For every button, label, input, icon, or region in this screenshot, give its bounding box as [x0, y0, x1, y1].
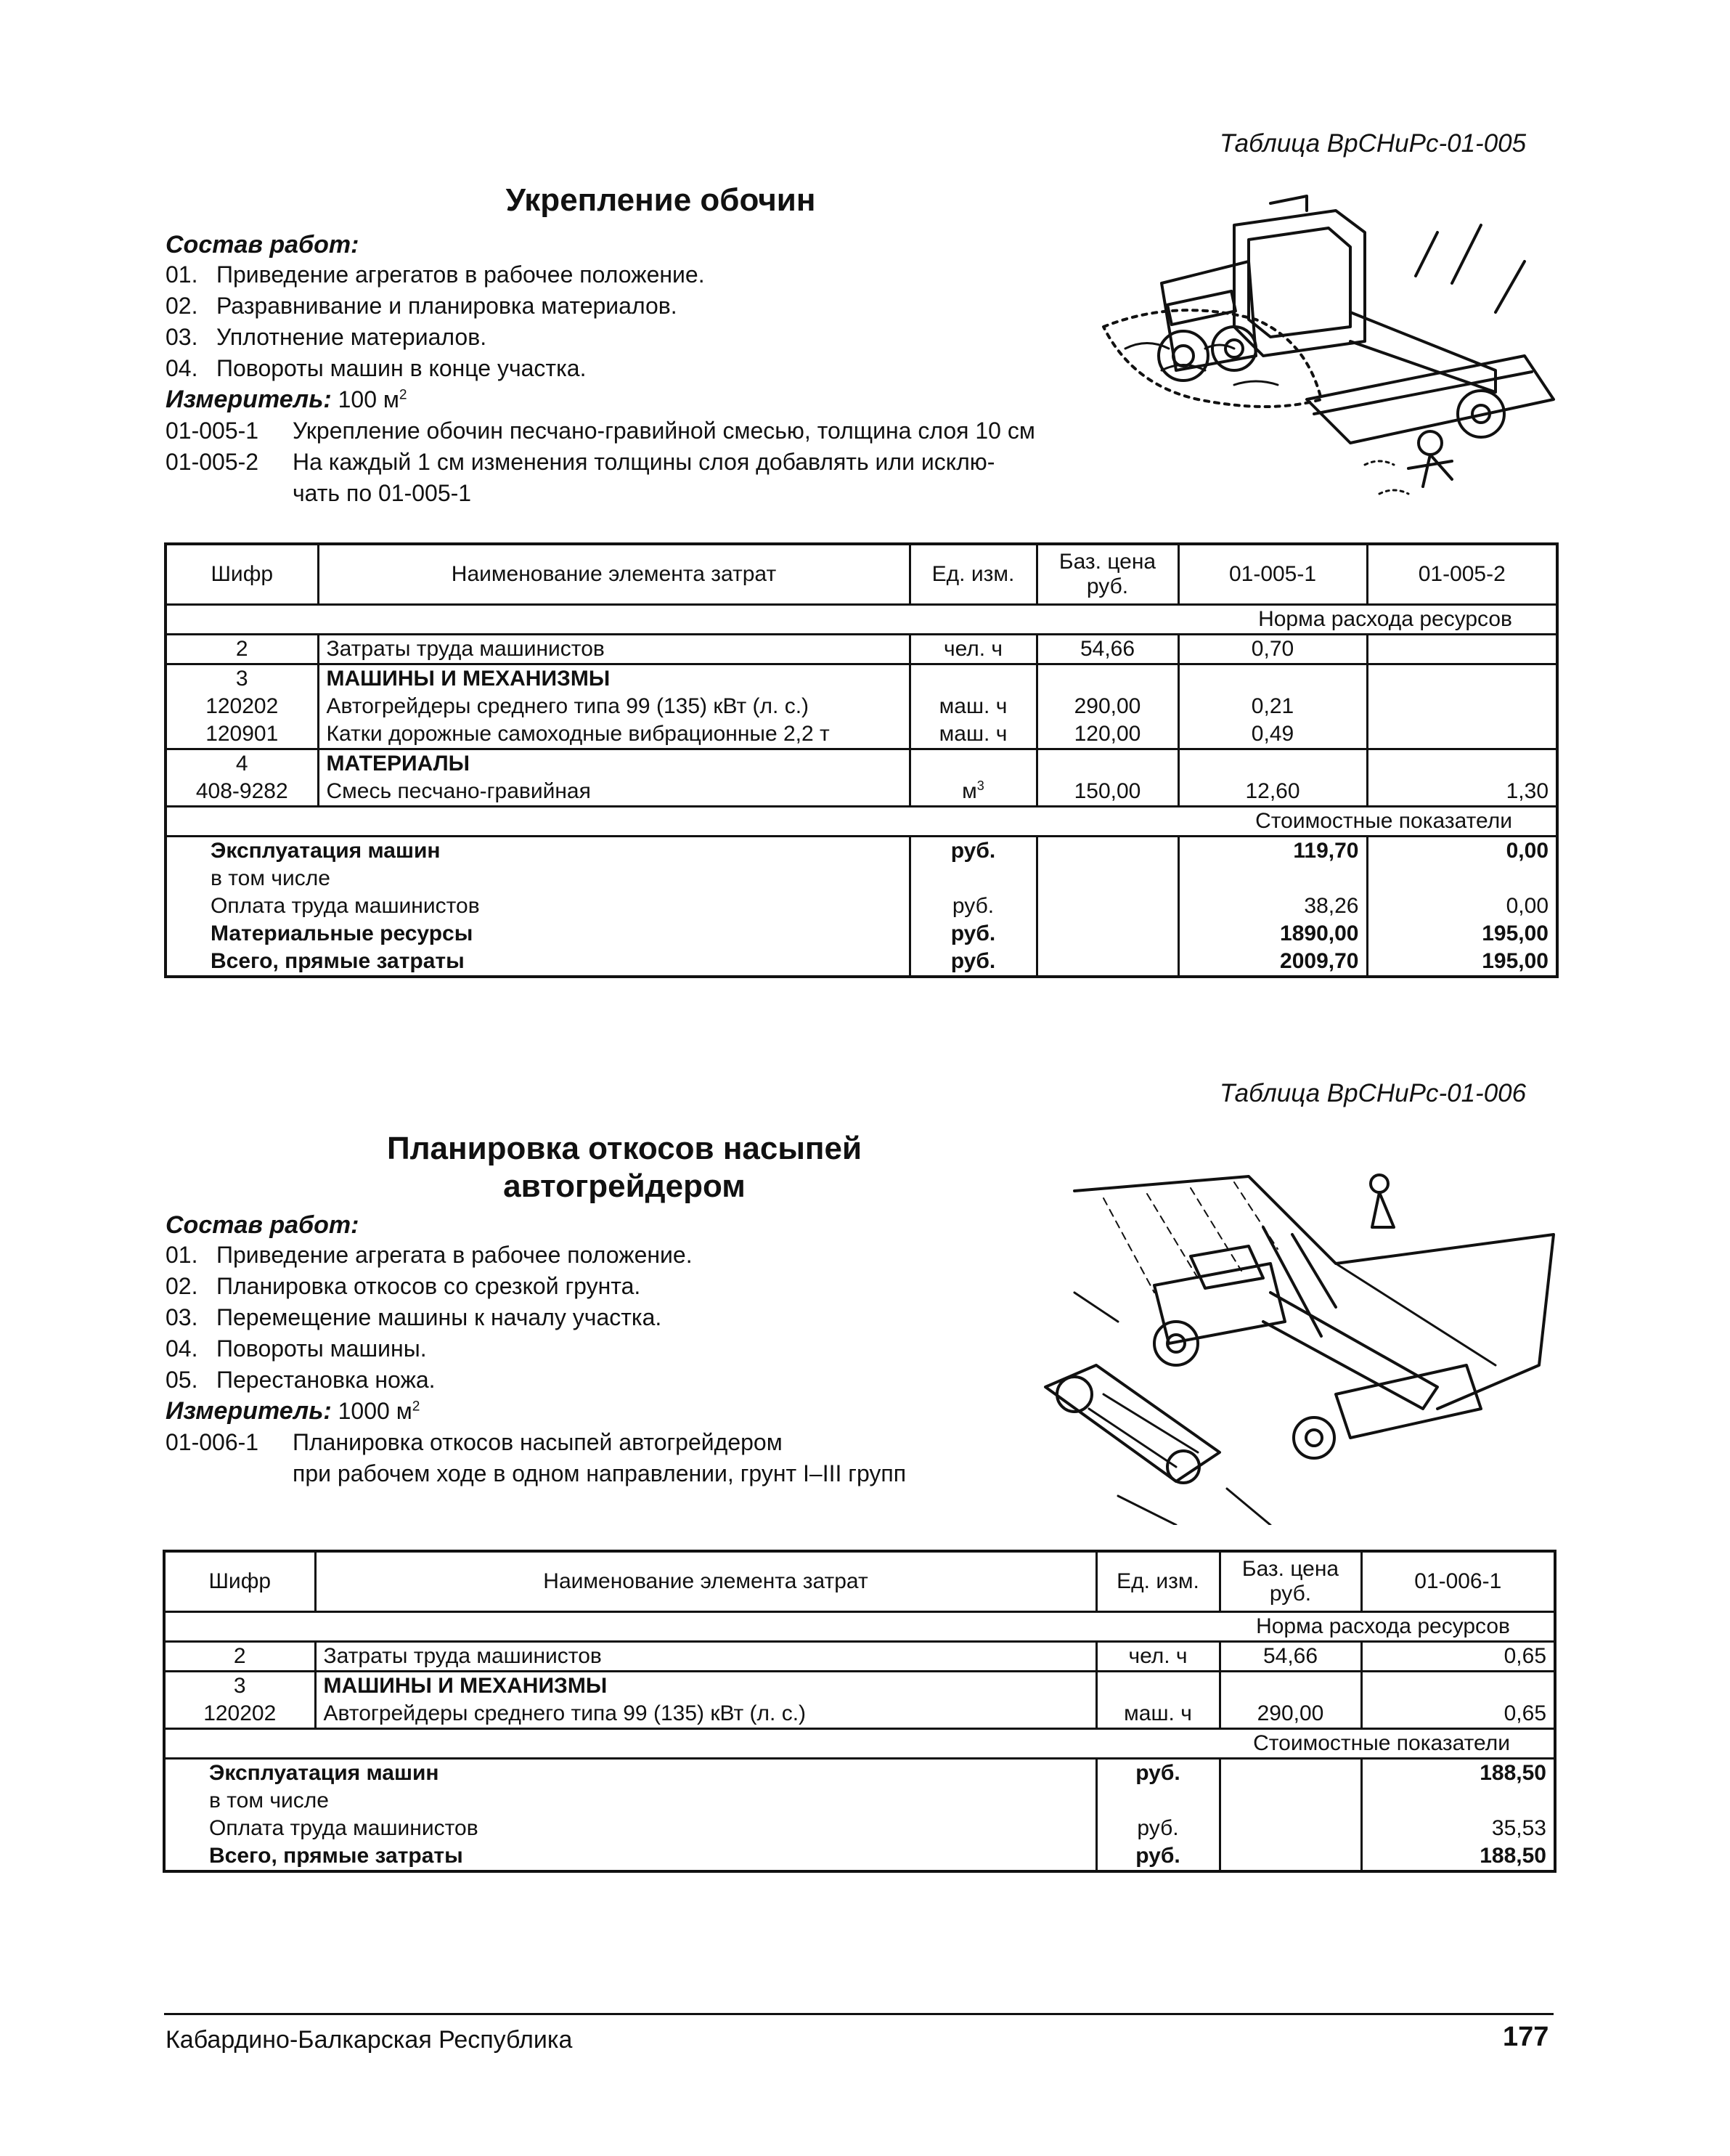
- item-continuation: чать по 01-005-1: [293, 480, 472, 506]
- cell-unit: [910, 720, 1037, 749]
- meter-sup: 2: [399, 387, 407, 403]
- work-item: [166, 1240, 1109, 1271]
- cost-price-empty: [1037, 920, 1178, 948]
- item-text: На каждый 1 см изменения толщины слоя добавлять или исклю-: [293, 449, 995, 475]
- cell-name: Катки дорожные самоходные вибрационные 2,2 т: [318, 720, 910, 749]
- meter-label: Измеритель:: [166, 386, 332, 413]
- item-code: 01-006-1: [166, 1429, 259, 1455]
- cost-row: [164, 1759, 1555, 1788]
- work-text: Повороты машины.: [216, 1335, 427, 1362]
- cell-name: Затраты труда машинистов: [315, 1642, 1096, 1672]
- table-caption-01-005: Таблица ВрСНиРс-01-005: [1220, 129, 1527, 158]
- table-caption-01-006: Таблица ВрСНиРс-01-006: [1220, 1079, 1527, 1107]
- work-composition-01-006: [166, 1211, 1109, 1489]
- cell-unit: [910, 664, 1037, 693]
- cell-price: 290,00: [1037, 693, 1178, 720]
- column-header: Ед. изм.: [1096, 1551, 1220, 1612]
- cell-price: 120,00: [1037, 720, 1178, 749]
- cost-row: [166, 837, 1557, 866]
- cost-value: 188,50: [1361, 1842, 1555, 1871]
- unit-text: чел. ч: [943, 637, 1003, 661]
- column-header: Наименование элемента затрат: [315, 1551, 1096, 1612]
- cell-code: 3: [166, 664, 318, 693]
- work-item: [166, 353, 1153, 384]
- meter-line: [166, 1396, 1109, 1427]
- table-row: [166, 664, 1557, 693]
- cost-value: 38,26: [1178, 892, 1367, 920]
- cell-code: 2: [164, 1642, 315, 1672]
- cell-unit: [910, 749, 1037, 778]
- cost-value: [1361, 1787, 1555, 1815]
- cell-code: 120202: [164, 1700, 315, 1729]
- cell-norm-value: [1178, 749, 1367, 778]
- cell-name: Автогрейдеры среднего типа 99 (135) кВт (л. с.): [315, 1700, 1096, 1729]
- work-number: 04.: [166, 355, 198, 381]
- table-row: [164, 1700, 1555, 1729]
- cell-name: Затраты труда машинистов: [318, 635, 910, 664]
- cell-price: 54,66: [1220, 1642, 1361, 1672]
- cost-value: 195,00: [1367, 948, 1557, 977]
- section-title-slope-planning: [312, 1130, 937, 1205]
- column-header: 01-005-2: [1367, 544, 1557, 605]
- column-header: 01-005-1: [1178, 544, 1367, 605]
- column-header: Шифр: [166, 544, 318, 605]
- column-header: 01-006-1: [1361, 1551, 1555, 1612]
- cost-unit: руб.: [1096, 1842, 1220, 1871]
- unit-text: маш. ч: [939, 722, 1008, 746]
- work-composition-01-005: [166, 231, 1153, 509]
- work-text: Уплотнение материалов.: [216, 324, 487, 350]
- cell-price: [1220, 1672, 1361, 1701]
- cost-price-empty: [1037, 837, 1178, 866]
- cost-value: 2009,70: [1178, 948, 1367, 977]
- works-label: Состав работ:: [166, 1211, 359, 1239]
- resource-table-01-006: [163, 1550, 1556, 1873]
- cost-row: [164, 1787, 1555, 1815]
- cell-norm-value: [1367, 664, 1557, 693]
- norm-band-row: [166, 605, 1557, 635]
- meter-sup: 2: [412, 1399, 420, 1415]
- table-row: [166, 778, 1557, 807]
- meter-value: 100 м: [338, 386, 399, 412]
- cost-value: 188,50: [1361, 1759, 1555, 1788]
- cell-norm-value: 0,70: [1178, 635, 1367, 664]
- work-item: [166, 1271, 1109, 1302]
- work-item: [166, 322, 1153, 353]
- work-text: Разравнивание и планировка материалов.: [216, 293, 677, 319]
- cost-price-empty: [1037, 865, 1178, 892]
- work-number: 04.: [166, 1335, 198, 1362]
- work-number: 02.: [166, 1273, 198, 1299]
- cell-name: МАТЕРИАЛЫ: [318, 749, 910, 778]
- work-number: 03.: [166, 1304, 198, 1330]
- unit-text: маш. ч: [939, 694, 1008, 718]
- work-item: [166, 1364, 1109, 1396]
- cell-name: Смесь песчано-гравийная: [318, 778, 910, 807]
- footer-region: Кабардино-Балкарская Республика: [166, 2026, 573, 2054]
- cell-norm-value: 0,21: [1178, 693, 1367, 720]
- cell-norm-value: 0,49: [1178, 720, 1367, 749]
- cost-value: 195,00: [1367, 920, 1557, 948]
- work-number: 02.: [166, 293, 198, 319]
- cost-value: 35,53: [1361, 1815, 1555, 1842]
- work-number: 01.: [166, 1242, 198, 1268]
- cost-name: Всего, прямые затраты: [164, 1842, 1096, 1871]
- cost-value: 0,00: [1367, 837, 1557, 866]
- cost-band: Стоимостные показатели: [166, 807, 1557, 837]
- cell-norm-value: 1,30: [1367, 778, 1557, 807]
- norm-band: Норма расхода ресурсов: [166, 605, 1557, 635]
- column-header: Наименование элемента затрат: [318, 544, 910, 605]
- works-list: [166, 259, 1153, 384]
- table-header-row: [166, 544, 1557, 605]
- cell-name: МАШИНЫ И МЕХАНИЗМЫ: [318, 664, 910, 693]
- work-text: Перемещение машины к началу участка.: [216, 1304, 662, 1330]
- cost-price-empty: [1220, 1787, 1361, 1815]
- cost-unit: руб.: [910, 948, 1037, 977]
- table-row: [164, 1642, 1555, 1672]
- unit-sup: 3: [976, 778, 984, 793]
- cell-unit: [1096, 1672, 1220, 1701]
- title-line1: Планировка откосов насыпей: [386, 1131, 862, 1166]
- cell-name: МАШИНЫ И МЕХАНИЗМЫ: [315, 1672, 1096, 1701]
- unit-text: чел. ч: [1128, 1644, 1188, 1668]
- cell-unit: [910, 635, 1037, 664]
- cost-value: [1178, 865, 1367, 892]
- footer-rule: [164, 2013, 1554, 2015]
- cell-code: 4: [166, 749, 318, 778]
- cost-name: в том числе: [166, 865, 910, 892]
- item-list: [166, 1427, 1109, 1489]
- cost-price-empty: [1220, 1842, 1361, 1871]
- item-code: 01-005-2: [166, 449, 259, 475]
- cell-code: 3: [164, 1672, 315, 1701]
- cell-norm-value: [1367, 720, 1557, 749]
- cell-unit: [1096, 1700, 1220, 1729]
- cost-name: в том числе: [164, 1787, 1096, 1815]
- column-header: Шифр: [164, 1551, 315, 1612]
- work-number: 05.: [166, 1367, 198, 1393]
- cell-norm-value: 12,60: [1178, 778, 1367, 807]
- cost-price-empty: [1037, 892, 1178, 920]
- cost-row: [166, 865, 1557, 892]
- cost-value: 1890,00: [1178, 920, 1367, 948]
- cell-code: 2: [166, 635, 318, 664]
- cell-price: [1037, 749, 1178, 778]
- item-text: Укрепление обочин песчано-гравийной смесью, толщина слоя 10 см: [293, 418, 1035, 444]
- work-item: [166, 259, 1153, 290]
- cost-name: Эксплуатация машин: [164, 1759, 1096, 1788]
- cell-code: 120202: [166, 693, 318, 720]
- work-number: 03.: [166, 324, 198, 350]
- cell-name: Автогрейдеры среднего типа 99 (135) кВт (л. с.): [318, 693, 910, 720]
- cost-name: Оплата труда машинистов: [166, 892, 910, 920]
- work-item: [166, 1333, 1109, 1364]
- cost-unit: руб.: [910, 920, 1037, 948]
- column-header: Баз. цена руб.: [1037, 544, 1178, 605]
- table-row: [166, 635, 1557, 664]
- cell-code: 120901: [166, 720, 318, 749]
- cost-row: [166, 892, 1557, 920]
- cost-row: [166, 920, 1557, 948]
- cost-unit: руб.: [910, 892, 1037, 920]
- cost-name: Всего, прямые затраты: [166, 948, 910, 977]
- cell-price: [1037, 664, 1178, 693]
- cost-row: [164, 1842, 1555, 1871]
- item-line: [166, 1427, 1109, 1458]
- work-text: Повороты машин в конце участка.: [216, 355, 587, 381]
- item-list: [166, 415, 1153, 509]
- table-row: [164, 1672, 1555, 1701]
- table-row: [166, 720, 1557, 749]
- work-text: Перестановка ножа.: [216, 1367, 436, 1393]
- work-item: [166, 290, 1153, 322]
- cost-name: Эксплуатация машин: [166, 837, 910, 866]
- cost-price-empty: [1220, 1815, 1361, 1842]
- item-text: Планировка откосов насыпей автогрейдером: [293, 1429, 783, 1455]
- cell-unit: [910, 778, 1037, 807]
- cell-unit: [910, 693, 1037, 720]
- column-header: Ед. изм.: [910, 544, 1037, 605]
- table-row: [166, 693, 1557, 720]
- cost-value: 0,00: [1367, 892, 1557, 920]
- item-line: [166, 447, 1153, 478]
- cost-row: [164, 1815, 1555, 1842]
- cell-unit: [1096, 1642, 1220, 1672]
- item-continuation: при рабочем ходе в одном направлении, грунт I–III групп: [293, 1460, 907, 1486]
- cost-band-row: [164, 1729, 1555, 1759]
- unit-text: маш. ч: [1124, 1701, 1192, 1725]
- item-code: 01-005-1: [166, 418, 259, 444]
- cost-value: 119,70: [1178, 837, 1367, 866]
- cost-unit: [1096, 1787, 1220, 1815]
- cost-name: Материальные ресурсы: [166, 920, 910, 948]
- cost-unit: руб.: [1096, 1815, 1220, 1842]
- table-row: [166, 749, 1557, 778]
- cell-norm-value: [1367, 693, 1557, 720]
- norm-band-row: [164, 1612, 1555, 1642]
- cell-norm-value: [1178, 664, 1367, 693]
- work-text: Планировка откосов со срезкой грунта.: [216, 1273, 641, 1299]
- cost-row: [166, 948, 1557, 977]
- grader-slope-illustration-icon: [1031, 1147, 1568, 1525]
- meter-line: [166, 384, 1153, 415]
- item-line: [166, 415, 1153, 447]
- grader-illustration-icon: [1089, 182, 1568, 523]
- cost-price-empty: [1220, 1759, 1361, 1788]
- meter-label: Измеритель:: [166, 1397, 332, 1425]
- column-header: Баз. цена руб.: [1220, 1551, 1361, 1612]
- cost-band-row: [166, 807, 1557, 837]
- norm-band: Норма расхода ресурсов: [164, 1612, 1555, 1642]
- resource-table-01-005: [164, 542, 1559, 978]
- cost-unit: руб.: [1096, 1759, 1220, 1788]
- works-list: [166, 1240, 1109, 1396]
- works-label: Состав работ:: [166, 231, 359, 259]
- work-number: 01.: [166, 261, 198, 288]
- title-line2: автогрейдером: [503, 1168, 746, 1204]
- cell-price: 54,66: [1037, 635, 1178, 664]
- page-number: 177: [1503, 2022, 1549, 2052]
- work-text: Приведение агрегата в рабочее положение.: [216, 1242, 693, 1268]
- cost-unit: руб.: [910, 837, 1037, 866]
- cell-price: 290,00: [1220, 1700, 1361, 1729]
- cell-norm-value: 0,65: [1361, 1642, 1555, 1672]
- work-item: [166, 1302, 1109, 1333]
- cost-price-empty: [1037, 948, 1178, 977]
- cost-band: Стоимостные показатели: [164, 1729, 1555, 1759]
- cell-norm-value: 0,65: [1361, 1700, 1555, 1729]
- cell-price: 150,00: [1037, 778, 1178, 807]
- cell-code: 408-9282: [166, 778, 318, 807]
- cost-value: [1367, 865, 1557, 892]
- table-header-row: [164, 1551, 1555, 1612]
- work-text: Приведение агрегатов в рабочее положение.: [216, 261, 705, 288]
- cell-norm-value: [1367, 749, 1557, 778]
- section-title-shoulder-reinforcement: Укрепление обочин: [505, 182, 816, 218]
- unit-text: м: [962, 779, 977, 803]
- cost-unit: [910, 865, 1037, 892]
- cost-name: Оплата труда машинистов: [164, 1815, 1096, 1842]
- cell-norm-value: [1361, 1672, 1555, 1701]
- meter-value: 1000 м: [338, 1398, 412, 1424]
- cell-norm-value: [1367, 635, 1557, 664]
